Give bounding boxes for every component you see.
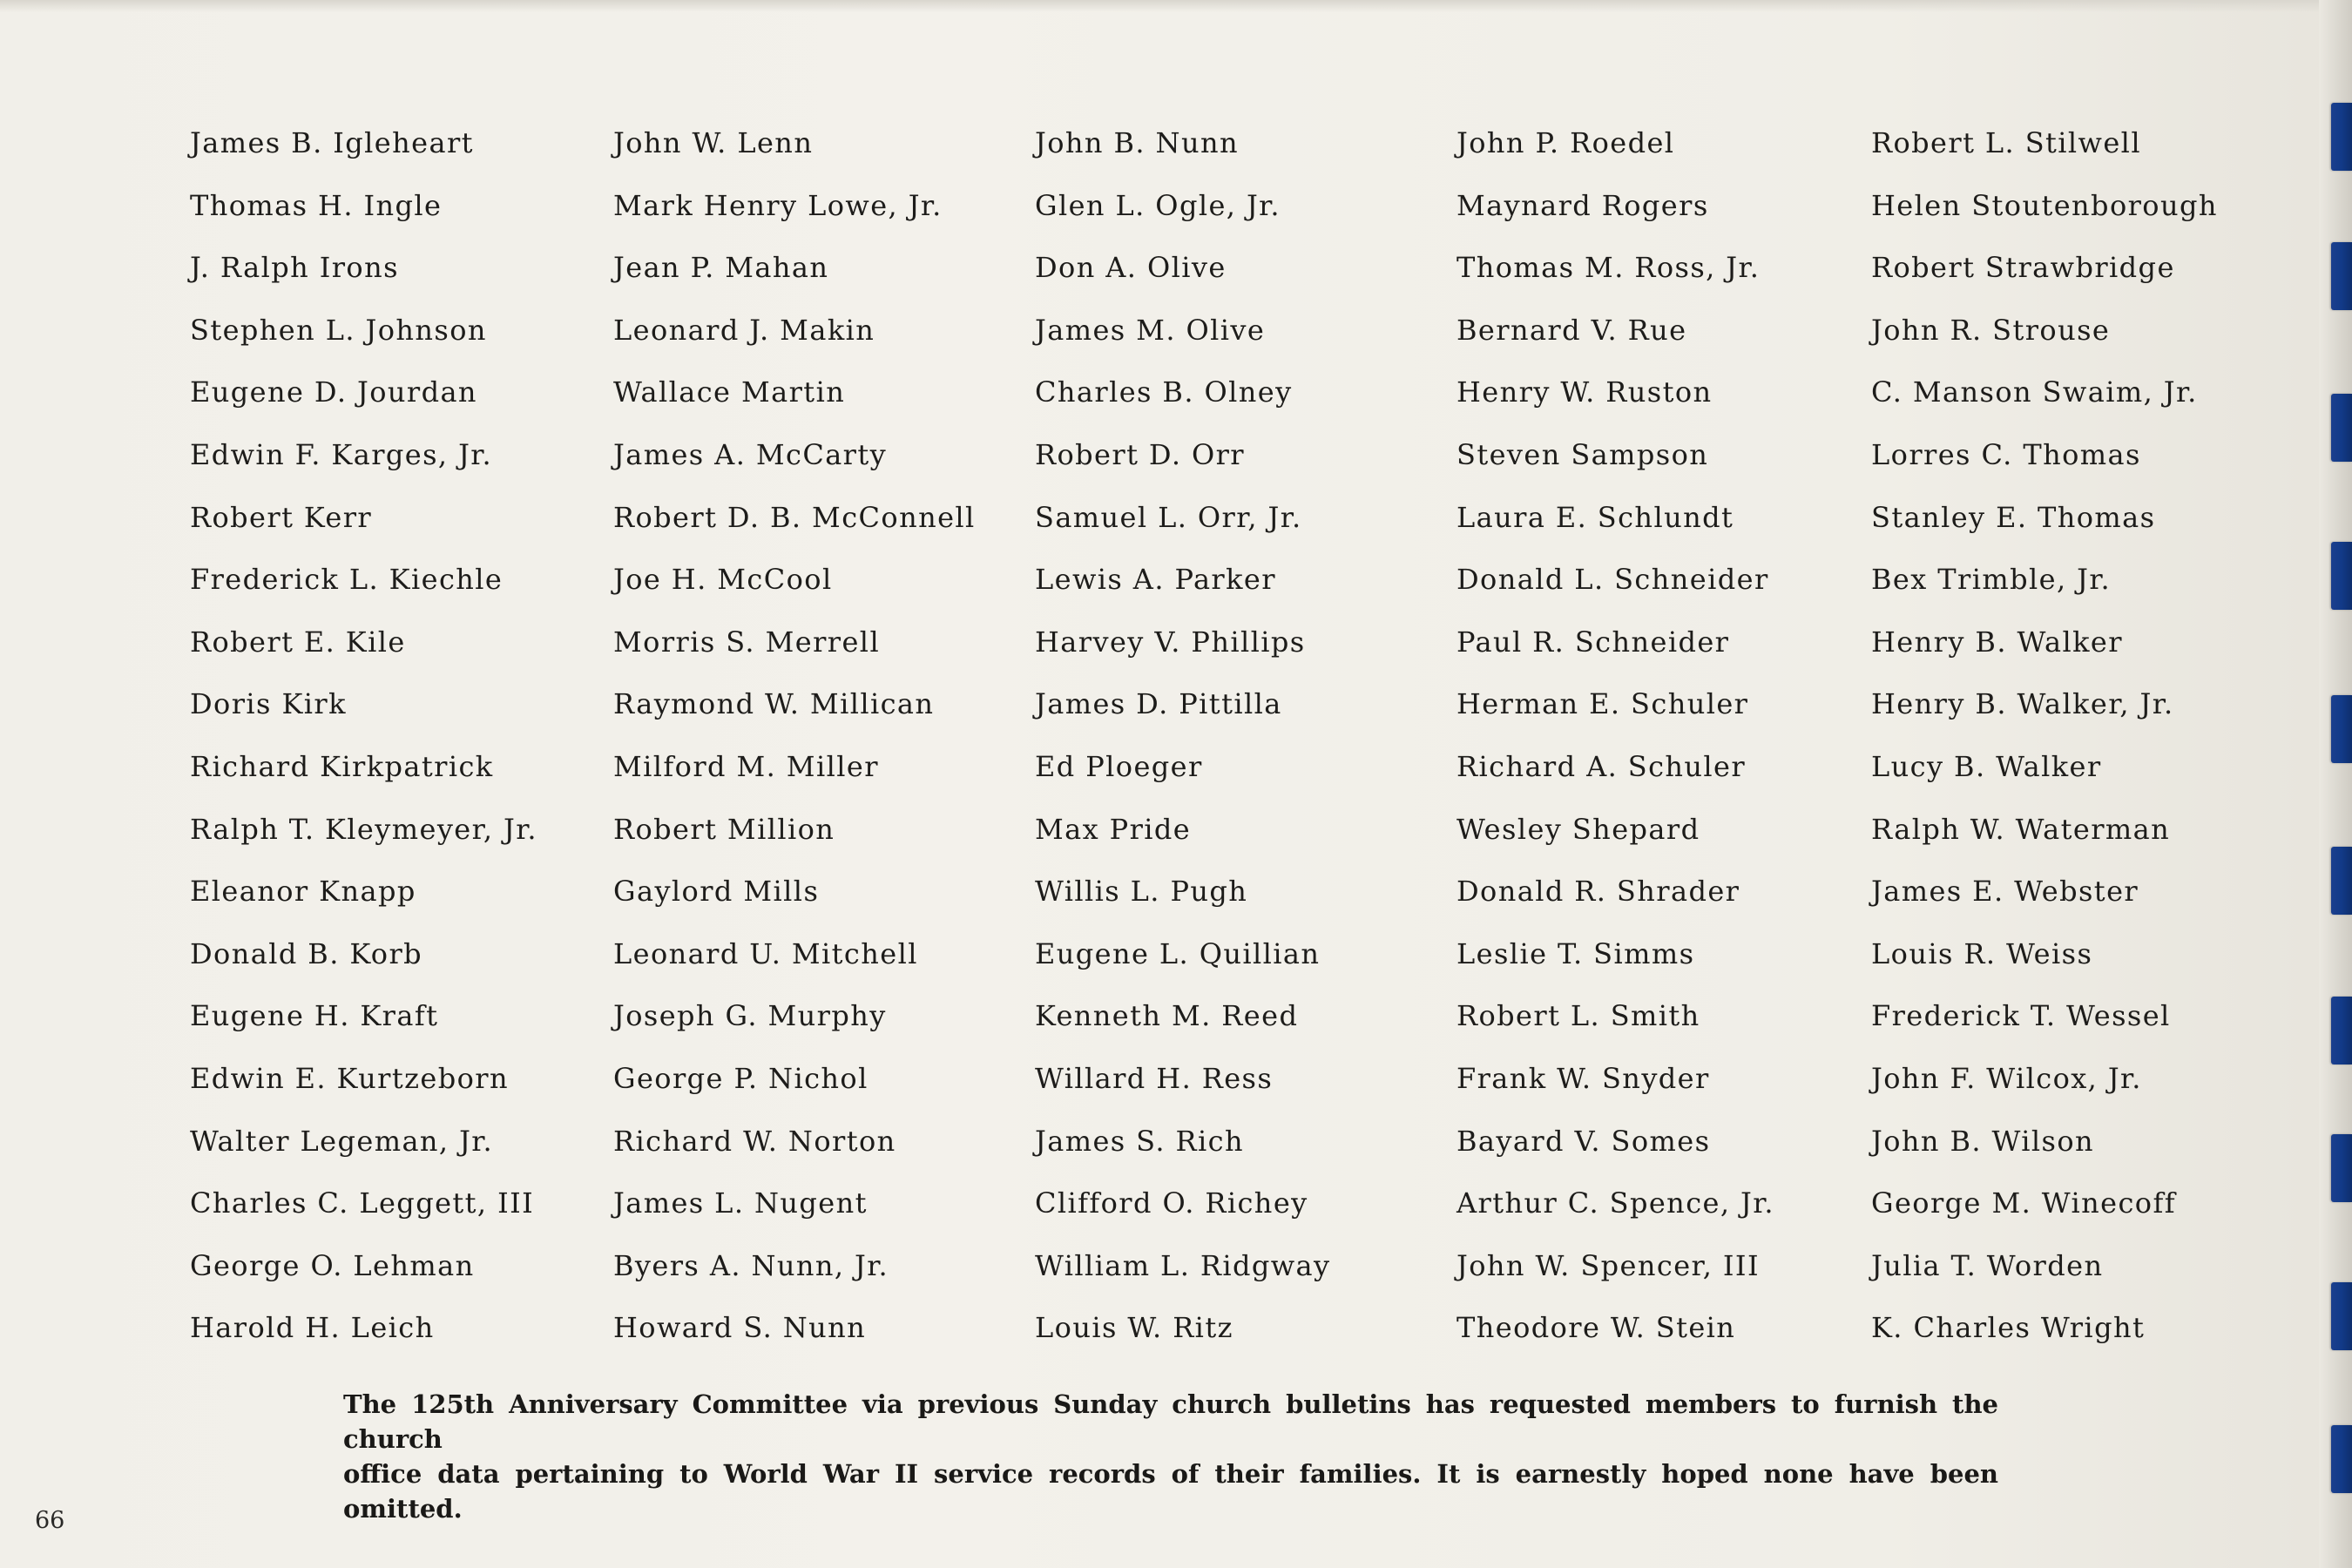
person-name: Louis W. Ritz	[1035, 1311, 1233, 1345]
person-name: Stanley E. Thomas	[1871, 500, 2156, 534]
person-name: John F. Wilcox, Jr.	[1871, 1061, 2142, 1095]
person-name: James L. Nugent	[613, 1186, 868, 1220]
person-name: Ralph T. Kleymeyer, Jr.	[190, 812, 537, 846]
person-name: Robert D. Orr	[1035, 437, 1245, 471]
person-name: John B. Nunn	[1035, 126, 1239, 159]
person-name: Milford M. Miller	[613, 749, 879, 783]
person-name: Thomas M. Ross, Jr.	[1456, 251, 1761, 285]
names-column-1	[190, 124, 537, 1371]
person-name: Donald L. Schneider	[1456, 563, 1769, 597]
person-name: Bernard V. Rue	[1456, 313, 1687, 347]
person-name: Robert Million	[613, 812, 835, 846]
person-name: Willis L. Pugh	[1035, 875, 1248, 909]
person-name: Donald B. Korb	[190, 936, 423, 970]
person-name: Joe H. McCool	[613, 563, 833, 597]
person-name: Lewis A. Parker	[1035, 563, 1276, 597]
person-name: John R. Strouse	[1871, 313, 2111, 347]
person-name: Henry B. Walker, Jr.	[1871, 687, 2174, 721]
person-name: James S. Rich	[1035, 1124, 1244, 1158]
footnote-line-1: The 125th Anniversary Committee via previous Sunday church bulletins has requested members to furnish the church	[343, 1389, 1998, 1454]
person-name: Gaylord Mills	[613, 875, 820, 909]
person-name: James B. Igleheart	[190, 126, 474, 159]
person-name: Robert L. Smith	[1456, 999, 1700, 1033]
person-name: K. Charles Wright	[1871, 1311, 2146, 1345]
person-name: Helen Stoutenborough	[1871, 188, 2218, 222]
person-name: George P. Nichol	[613, 1061, 868, 1095]
binding-tab	[2331, 1425, 2352, 1493]
person-name: Richard Kirkpatrick	[190, 749, 494, 783]
person-name: C. Manson Swaim, Jr.	[1871, 375, 2198, 409]
person-name: John W. Spencer, III	[1456, 1248, 1760, 1282]
person-name: Bex Trimble, Jr.	[1871, 563, 2112, 597]
person-name: Maynard Rogers	[1456, 188, 1709, 222]
person-name: Doris Kirk	[190, 687, 347, 721]
person-name: Robert L. Stilwell	[1871, 126, 2141, 159]
person-name: Frederick T. Wessel	[1871, 999, 2171, 1033]
person-name: Howard S. Nunn	[613, 1311, 867, 1345]
names-column-2	[613, 124, 976, 1371]
person-name: Louis R. Weiss	[1871, 936, 2093, 970]
person-name: Raymond W. Millican	[613, 687, 935, 721]
person-name: Eugene D. Jourdan	[190, 375, 477, 409]
person-name: Morris S. Merrell	[613, 625, 881, 659]
person-name: Charles B. Olney	[1035, 375, 1293, 409]
person-name: Samuel L. Orr, Jr.	[1035, 500, 1302, 534]
person-name: Wallace Martin	[613, 375, 846, 409]
person-name: John W. Lenn	[613, 126, 814, 159]
person-name: John P. Roedel	[1456, 126, 1675, 159]
person-name: Joseph G. Murphy	[613, 999, 887, 1033]
person-name: Eleanor Knapp	[190, 875, 416, 909]
person-name: Julia T. Worden	[1871, 1248, 2104, 1282]
person-name: Arthur C. Spence, Jr.	[1456, 1186, 1774, 1220]
person-name: Robert D. B. McConnell	[613, 500, 976, 534]
person-name: Paul R. Schneider	[1456, 625, 1730, 659]
footnote-line-2: office data pertaining to World War II service records of their families. It is earnestly hoped none have been omitted.	[343, 1459, 1998, 1524]
person-name: Ed Ploeger	[1035, 749, 1203, 783]
person-name: James D. Pittilla	[1035, 687, 1282, 721]
person-name: Leslie T. Simms	[1456, 936, 1695, 970]
person-name: Lucy B. Walker	[1871, 749, 2102, 783]
person-name: Glen L. Ogle, Jr.	[1035, 188, 1281, 222]
person-name: Edwin E. Kurtzeborn	[190, 1061, 509, 1095]
person-name: Frank W. Snyder	[1456, 1061, 1710, 1095]
person-name: Robert E. Kile	[190, 625, 406, 659]
person-name: Ralph W. Waterman	[1871, 812, 2171, 846]
person-name: Bayard V. Somes	[1456, 1124, 1711, 1158]
person-name: Henry W. Ruston	[1456, 375, 1713, 409]
person-name: Laura E. Schlundt	[1456, 500, 1734, 534]
names-column-4	[1456, 124, 1774, 1371]
person-name: Willard H. Ress	[1035, 1061, 1274, 1095]
person-name: Max Pride	[1035, 812, 1192, 846]
person-name: Wesley Shepard	[1456, 812, 1700, 846]
person-name: Stephen L. Johnson	[190, 313, 487, 347]
person-name: Byers A. Nunn, Jr.	[613, 1248, 889, 1282]
person-name: Eugene L. Quillian	[1035, 936, 1321, 970]
person-name: Eugene H. Kraft	[190, 999, 439, 1033]
person-name: Thomas H. Ingle	[190, 188, 443, 222]
person-name: William L. Ridgway	[1035, 1248, 1331, 1282]
person-name: Harvey V. Phillips	[1035, 625, 1306, 659]
person-name: Harold H. Leich	[190, 1311, 435, 1345]
person-name: Edwin F. Karges, Jr.	[190, 437, 493, 471]
person-name: Herman E. Schuler	[1456, 687, 1749, 721]
names-column-3	[1035, 124, 1331, 1371]
person-name: Clifford O. Richey	[1035, 1186, 1308, 1220]
person-name: James M. Olive	[1035, 313, 1266, 347]
person-name: Frederick L. Kiechle	[190, 563, 504, 597]
person-name: Walter Legeman, Jr.	[190, 1124, 494, 1158]
person-name: Richard A. Schuler	[1456, 749, 1747, 783]
person-name: Donald R. Shrader	[1456, 875, 1740, 909]
person-name: Robert Strawbridge	[1871, 251, 2175, 285]
person-name: Mark Henry Lowe, Jr.	[613, 188, 943, 222]
person-name: Lorres C. Thomas	[1871, 437, 2141, 471]
person-name: Charles C. Leggett, III	[190, 1186, 535, 1220]
person-name: Leonard U. Mitchell	[613, 936, 918, 970]
person-name: Don A. Olive	[1035, 251, 1227, 285]
person-name: Leonard J. Makin	[613, 313, 875, 347]
page-number: 66	[35, 1507, 65, 1534]
footnote	[343, 1387, 1998, 1526]
person-name: J. Ralph Irons	[190, 251, 399, 285]
person-name: James E. Webster	[1871, 875, 2139, 909]
person-name: Kenneth M. Reed	[1035, 999, 1299, 1033]
person-name: George M. Winecoff	[1871, 1186, 2176, 1220]
person-name: Robert Kerr	[190, 500, 373, 534]
person-name: Henry B. Walker	[1871, 625, 2123, 659]
person-name: Theodore W. Stein	[1456, 1311, 1736, 1345]
person-name: James A. McCarty	[613, 437, 888, 471]
person-name: George O. Lehman	[190, 1248, 475, 1282]
person-name: Richard W. Norton	[613, 1124, 896, 1158]
person-name: John B. Wilson	[1871, 1124, 2095, 1158]
person-name: Steven Sampson	[1456, 437, 1709, 471]
names-column-5	[1871, 124, 2218, 1371]
person-name: Jean P. Mahan	[613, 251, 829, 285]
